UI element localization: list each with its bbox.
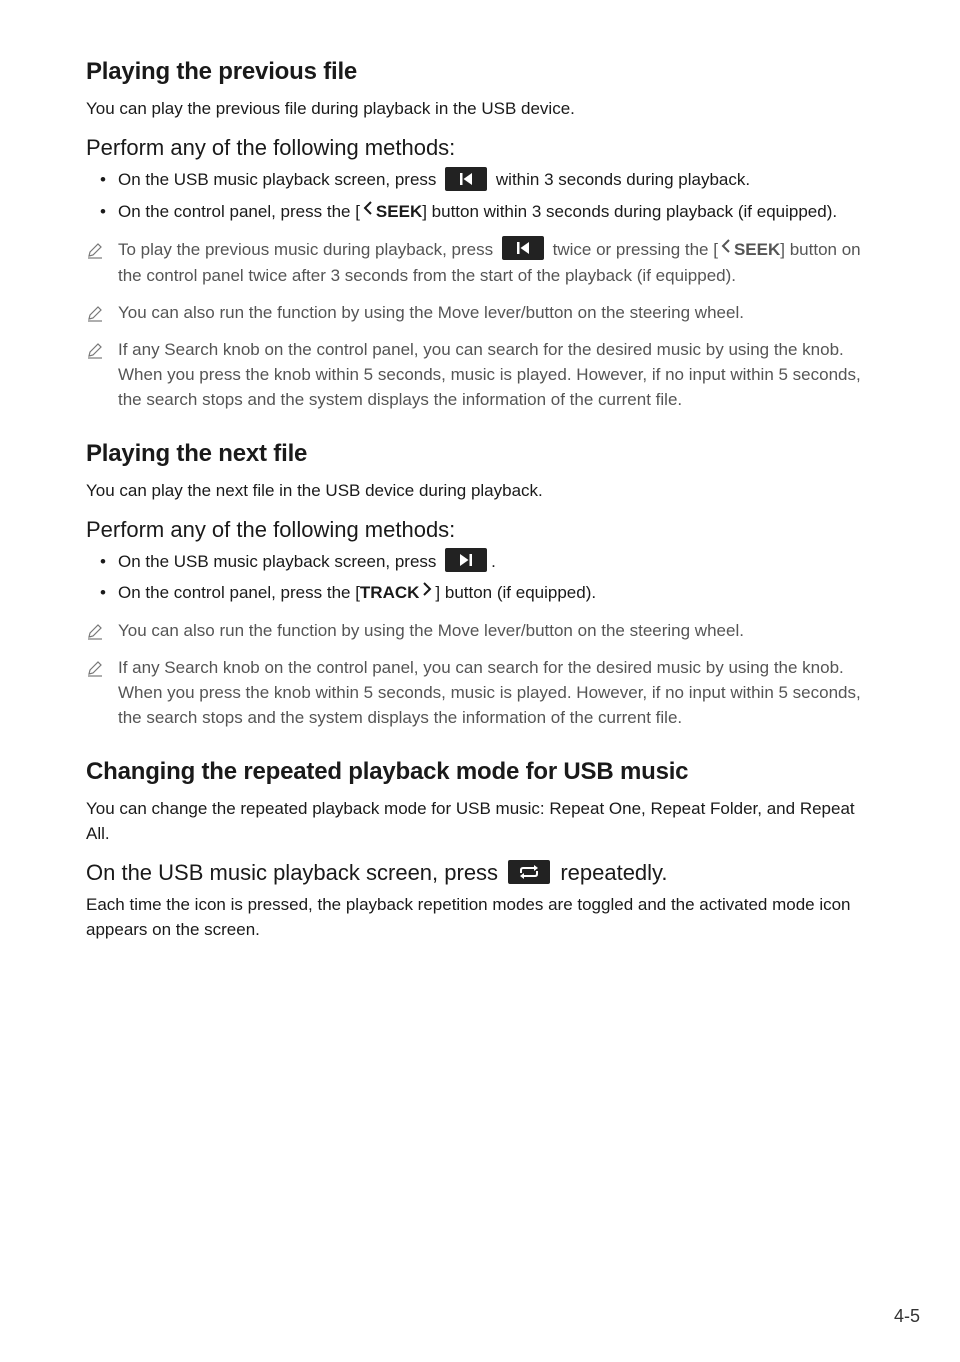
repeat-icon <box>508 860 550 884</box>
methods-list <box>86 549 876 607</box>
list-item: • On the USB music playback screen, press within 3 seconds during playback. <box>86 167 876 193</box>
info-note: To play the previous music during playback, press twice or pressing the [ SEEK] button on the control panel twice after 3 seconds from the start of the playback (if equipped). <box>86 237 876 288</box>
section-body: Each time the icon is pressed, the playback repetition modes are toggled and the activated mode icon appears on the screen. <box>86 895 851 940</box>
methods-lead: Perform any of the following methods: <box>86 135 456 160</box>
list-item: • On the control panel, press the [ SEEK] button within 3 seconds during playback (if equipped). <box>86 199 876 225</box>
section-title-repeat: Changing the repeated playback mode for USB music <box>86 758 689 786</box>
section-intro: You can play the next file in the USB device during playback. <box>86 480 543 500</box>
skip-previous-icon <box>445 167 487 191</box>
section-intro: You can change the repeated playback mode for USB music: Repeat One, Repeat Folder, and Repeat All. <box>86 799 855 844</box>
list-item: • On the control panel, press the [TRACK ] button (if equipped). <box>86 580 876 606</box>
info-note: If any Search knob on the control panel, you can search for the desired music by using the knob. When you press the knob within 5 seconds, music is played. However, if no input within 5 seconds, the search stops and the system displays the information of the current file. <box>86 655 876 730</box>
info-note: You can also run the function by using the Move lever/button on the steering wheel. <box>86 300 876 325</box>
chevron-left-icon <box>720 236 732 261</box>
info-note: If any Search knob on the control panel, you can search for the desired music by using the knob. When you press the knob within 5 seconds, music is played. However, if no input within 5 seconds, the search stops and the system displays the information of the current file. <box>86 337 876 412</box>
list-item: • On the USB music playback screen, press . <box>86 549 876 575</box>
note-pencil-icon <box>86 659 104 677</box>
section-intro: You can play the previous file during playback in the USB device. <box>86 99 575 118</box>
note-pencil-icon <box>86 304 104 322</box>
document-page <box>86 58 876 956</box>
note-pencil-icon <box>86 341 104 359</box>
skip-next-icon <box>445 548 487 572</box>
repeat-lead: On the USB music playback screen, press repeatedly. <box>86 860 668 886</box>
section-title-next: Playing the next file <box>86 439 308 467</box>
info-note: You can also run the function by using the Move lever/button on the steering wheel. <box>86 618 876 643</box>
note-pencil-icon <box>86 622 104 640</box>
skip-previous-icon <box>502 236 544 260</box>
chevron-right-icon <box>421 579 433 604</box>
methods-lead: Perform any of the following methods: <box>86 516 456 542</box>
methods-list <box>86 167 876 225</box>
section-title-previous: Playing the previous file <box>86 58 358 85</box>
page-number: 4-5 <box>893 1306 920 1326</box>
chevron-left-icon <box>362 198 374 223</box>
note-pencil-icon <box>86 241 104 259</box>
